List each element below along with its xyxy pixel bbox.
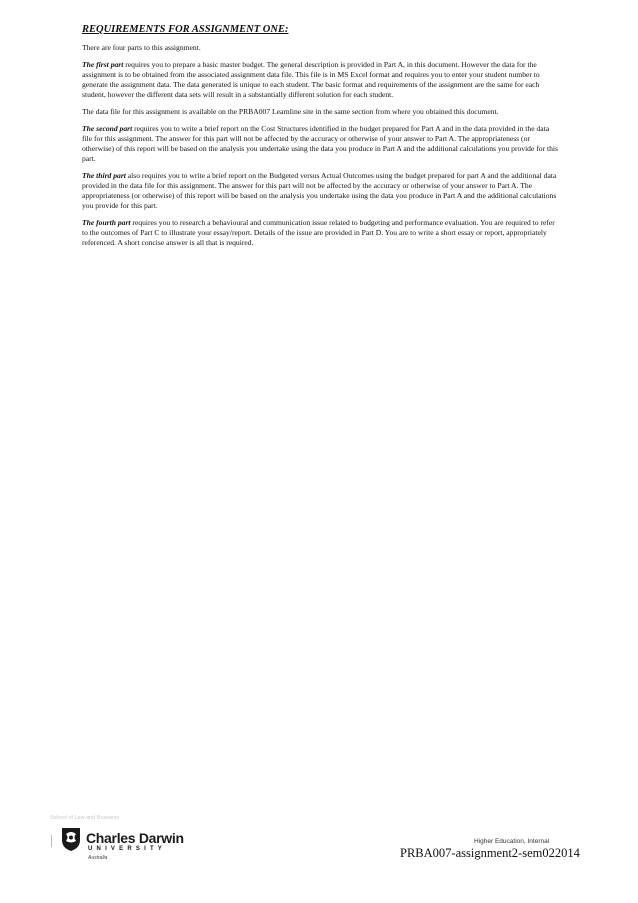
part-lead: The second part (82, 124, 133, 133)
part-paragraph-fourth (82, 218, 558, 248)
part-text: requires you to write a brief report on the Cost Structures identified in the budget prepared for Part A and in the data provided in the data file for this assignment. The answer for this part will not be affected by the accuracy or otherwise of your answer to Part A. The appropriateness (or otherwise) of this report will be based on the analysis you undertake using the data you produce in Part A and the additional calculations you provide for this part. (82, 124, 558, 163)
document-code: PRBA007-assignment2-sem022014 (400, 846, 580, 860)
footer-faded-text: School of Law and Business (50, 815, 120, 821)
logo-sub: UNIVERSITY (88, 846, 167, 852)
university-crest-icon (60, 826, 82, 852)
part-lead: The fourth part (82, 218, 131, 227)
document-heading: REQUIREMENTS FOR ASSIGNMENT ONE: (82, 24, 289, 35)
university-logo (60, 826, 220, 866)
part-text: The data file for this assignment is available on the PRBA007 Learnline site in the same section from where you obtained this document. (82, 107, 499, 116)
classification-label: Higher Education, Internal (474, 838, 550, 845)
intro-paragraph: There are four parts to this assignment. (82, 43, 201, 52)
part-text: requires you to research a behavioural and communication issue related to budgeting and performance evaluation. You are required to refer to the outcomes of Part C to illustrate your essay/report. Details of the issue are provided in Part D. You are to write a short essay or report, appropriately referenced. A short concise answer is all that is required. (82, 218, 555, 247)
part-paragraph-second (82, 124, 558, 164)
document-body (82, 24, 558, 255)
logo-name: Charles Darwin (86, 830, 184, 846)
part-paragraph-third (82, 171, 558, 211)
part-paragraph-first (82, 60, 558, 100)
data-file-paragraph (82, 107, 558, 117)
part-lead: The third part (82, 171, 126, 180)
part-text: requires you to prepare a basic master budget. The general description is provided in Part A, in this document. However the data for the assignment is to be obtained from the associated assignment data file. This file is in MS Excel format and requires you to enter your student number to generate the assignment data. The data generated is unique to each student. The basic format and requirements of the assignment are the same for each student, however the different data sets will result in a substantially different solution for each student. (82, 60, 540, 99)
logo-country: Australia (88, 855, 108, 861)
footer-divider (51, 835, 52, 847)
part-text: also requires you to write a brief report on the Budgeted versus Actual Outcomes using the budget prepared for part A and the additional data provided in the data file for this assignment. The answer for this part will not be affected by the accuracy or otherwise of your answer to Part A. The appropriateness (or otherwise) of this report will be based on the analysis you undertake using the data you produce in Part A and the additional calculations you provide for this part. (82, 171, 557, 210)
part-lead: The first part (82, 60, 124, 69)
